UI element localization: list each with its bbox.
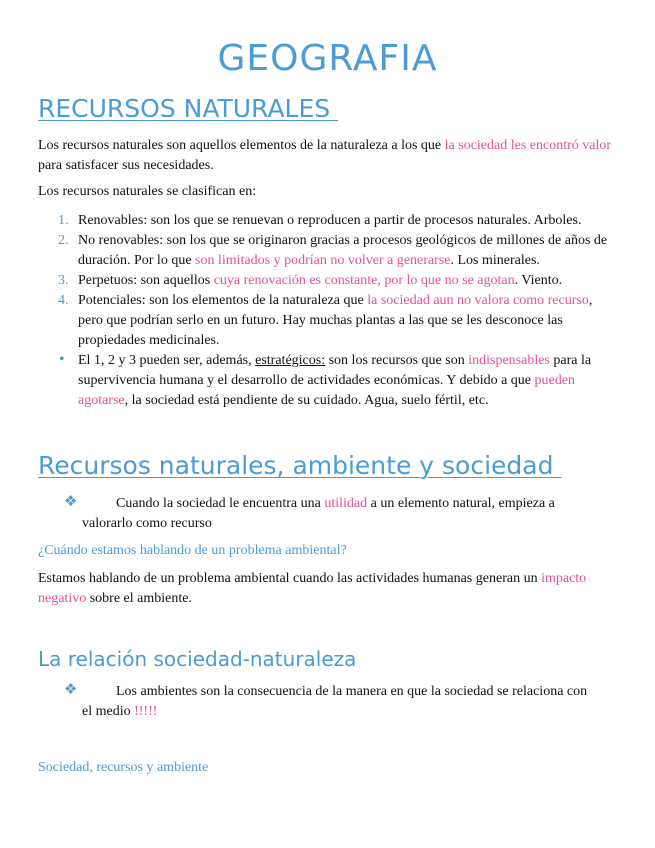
- list-number: 3.: [58, 273, 69, 288]
- bullet-dot-icon: •: [59, 351, 65, 368]
- list-number: 1.: [58, 213, 69, 228]
- diamond-bullet-icon: ❖: [64, 492, 78, 510]
- list-item: 4. Potenciales: son los elementos de la naturaleza que la sociedad aun no valora como recurso, pero que podrían serlo en un futuro. Hay muchas plantas a las que se les desconoce las propiedades medicinales.: [58, 293, 593, 348]
- section-heading-recursos-ambiente-sociedad: Recursos naturales, ambiente y sociedad: [38, 451, 562, 480]
- list-item: 2. No renovables: son los que se originaron gracias a procesos geológicos de millones de años de duración. Por lo que son limitados y podrían no volver a generarse. Los minerales.: [58, 233, 608, 268]
- footer-subheading: Sociedad, recursos y ambiente: [38, 760, 209, 775]
- underlined-text: estratégicos:: [255, 353, 326, 368]
- section-heading-recursos-naturales: RECURSOS NATURALES: [38, 94, 339, 123]
- page-title: GEOGRAFIA: [217, 38, 438, 79]
- diamond-bullet-item: ❖ Cuando la sociedad le encuentra una utilidad a un elemento natural, empieza a valorarlo como recurso: [64, 492, 555, 531]
- section-heading-relacion: La relación sociedad-naturaleza: [38, 647, 357, 671]
- list-item: 3. Perpetuos: son aquellos cuya renovación es constante, por lo que no se agotan. Viento.: [38, 271, 618, 291]
- highlight-text: impacto negativo: [38, 571, 587, 606]
- list-number: 4.: [58, 293, 69, 308]
- question-subheading: ¿Cuándo estamos hablando de un problema ambiental?: [38, 543, 347, 558]
- answer-paragraph: Estamos hablando de un problema ambiental cuando las actividades humanas generan un impacto negativo sobre el ambiente.: [38, 571, 587, 606]
- classify-paragraph: Los recursos naturales se clasifican en:: [38, 184, 257, 199]
- highlight-text: la sociedad les encontró valor: [444, 138, 612, 153]
- highlight-text: indispensables: [468, 353, 550, 368]
- list-item: • El 1, 2 y 3 pueden ser, además, estratégicos: son los recursos que son indispensables para la supervivencia humana y el desarrollo de actividades económicas. Y debido a que pueden agotarse, la sociedad está pendiente de su cuidado. Agua, suelo fértil, etc.: [59, 351, 592, 408]
- list-item: 1. Renovables: son los que se renuevan o reproducen a partir de procesos naturales. Arboles.: [38, 211, 618, 231]
- diamond-bullet-item: ❖ Los ambientes son la consecuencia de la manera en que la sociedad se relaciona con el medio !!!!!: [64, 680, 588, 719]
- diamond-bullet-icon: ❖: [64, 680, 78, 698]
- highlight-text: !!!!!: [134, 704, 158, 719]
- highlight-text: la sociedad aun no valora como recurso: [367, 293, 589, 308]
- highlight-text: pueden agotarse: [78, 373, 575, 408]
- list-number: 2.: [58, 233, 69, 248]
- highlight-text: utilidad: [324, 496, 368, 511]
- intro-paragraph: Los recursos naturales son aquellos elementos de la naturaleza a los que la sociedad les encontró valor para satisfacer sus necesidades.: [38, 138, 612, 173]
- highlight-text: cuya renovación es constante, por lo que no se agotan: [213, 273, 515, 288]
- highlight-text: son limitados y podrían no volver a generarse: [195, 253, 451, 268]
- resource-types-list: [38, 211, 618, 411]
